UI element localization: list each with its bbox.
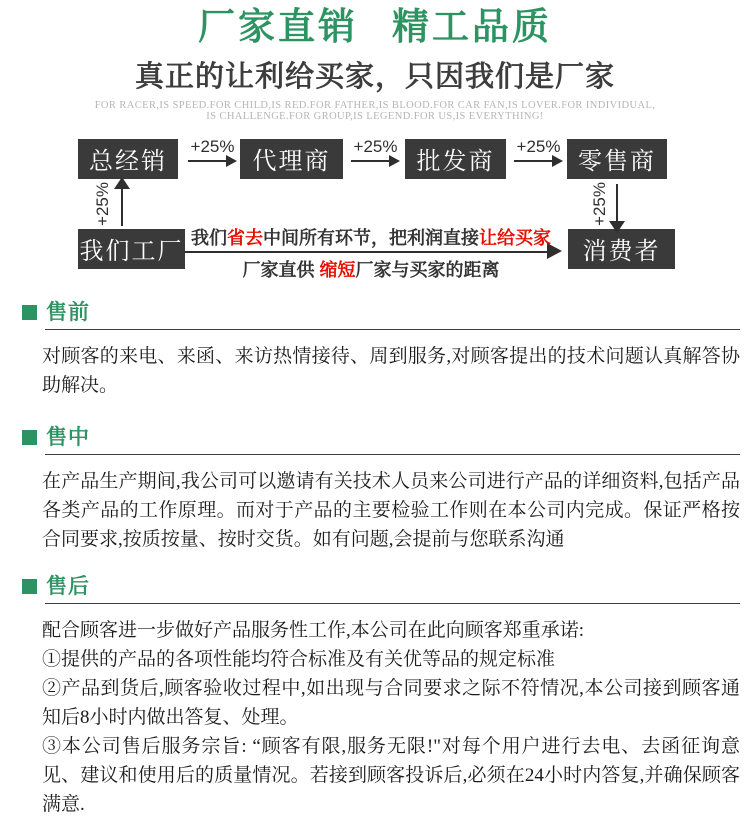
section-body <box>42 467 740 554</box>
node-general-distributor: 总经销 <box>78 139 178 179</box>
arrow-right-icon <box>552 155 563 167</box>
section-bullet-square-icon <box>22 579 37 594</box>
diagram-message-line2 <box>185 256 557 282</box>
page-title-part2: 精工品质 <box>392 6 552 47</box>
section-pre-sale <box>0 296 750 400</box>
section-divider <box>45 454 740 455</box>
paragraph: ②产品到货后,顾客验收过程中,如出现与合同要求之际不符情况,本公司接到顾客通知后8小时内做出答复、处理。 <box>42 677 740 728</box>
section-body <box>42 616 740 819</box>
page-subtitle: 真正的让利给买家，只因我们是厂家 <box>134 60 615 93</box>
arrow-right-icon <box>188 160 226 162</box>
paragraph: 在产品生产期间,我公司可以邀请有关技术人员来公司进行产品的详细资料,包括产品各类产品的工作原理。而对于产品的主要检验工作则在本公司内完成。保证严格按合同要求,按质按量、按时交货。如有问题,会提前与您联系沟通 <box>42 470 740 550</box>
section-header <box>22 296 750 326</box>
paragraph: ①提供的产品的各项性能均符合标准及有关优等品的规定标准 <box>42 648 556 670</box>
section-header <box>22 570 750 600</box>
page-title <box>0 0 750 49</box>
paragraph: 配合顾客进一步做好产品服务性工作,本公司在此向顾客郑重承诺: <box>42 619 585 641</box>
markup-label: +25% <box>353 136 398 156</box>
section-in-sale <box>0 421 750 554</box>
message-text: 厂家与买家的距离 <box>355 259 500 280</box>
node-retailer: 零售商 <box>567 139 667 179</box>
arrow-up-icon <box>121 187 123 226</box>
distribution-flow-diagram <box>0 129 750 289</box>
section-title: 售中 <box>46 425 90 449</box>
diagram-message-line1 <box>185 224 557 250</box>
arrow-up-icon <box>114 177 130 189</box>
message-highlight: 让给买家 <box>479 227 551 248</box>
section-after-sale <box>0 570 750 819</box>
tagline-line1: FOR RACER,IS SPEED.FOR CHILD,IS RED.FOR FATHER,IS BLOOD.FOR CAR FAN,IS LOVER.FOR INDIVIDUAL, <box>94 99 656 111</box>
message-text: 中间所有环节，把利润直接 <box>263 227 479 248</box>
message-text: 我们 <box>191 227 227 248</box>
node-wholesaler: 批发商 <box>405 139 506 179</box>
arrow-right-icon <box>185 251 547 253</box>
arrow-right-icon <box>226 155 237 167</box>
message-text: 厂家直供 <box>242 259 320 280</box>
node-factory: 我们工厂 <box>78 229 185 269</box>
tagline <box>0 100 750 122</box>
message-highlight: 缩短 <box>319 259 356 280</box>
paragraph: 对顾客的来电、来函、来访热情接待、周到服务,对顾客提出的技术问题认真解答协助解决。 <box>42 345 740 396</box>
section-bullet-square-icon <box>22 430 37 445</box>
markup-label: +25% <box>190 136 235 156</box>
tagline-line2: IS CHALLENGE.FOR GROUP,IS LEGEND.FOR US,IS EVERYTHING! <box>206 110 544 122</box>
section-bullet-square-icon <box>22 305 37 320</box>
section-body <box>42 342 740 400</box>
section-divider <box>45 329 740 330</box>
node-consumer: 消费者 <box>568 229 675 269</box>
arrow-right-icon <box>389 155 400 167</box>
arrow-down-icon <box>609 221 625 233</box>
arrow-right-icon <box>514 160 552 162</box>
markup-label-vertical: +25% <box>93 181 112 226</box>
markup-label: +25% <box>516 136 561 156</box>
page-header <box>0 0 750 122</box>
arrow-right-icon <box>351 160 389 162</box>
section-header <box>22 421 750 451</box>
paragraph: ③本公司售后服务宗旨: “顾客有限,服务无限!"对每个用户进行去电、去函征询意见、建议和使用后的质量情况。若接到顾客投诉后,必须在24小时内答复,并确保顾客满意. <box>42 735 740 815</box>
node-agent: 代理商 <box>240 139 343 179</box>
section-divider <box>45 603 740 604</box>
markup-label-vertical: +25% <box>590 181 609 226</box>
message-highlight: 省去 <box>227 227 263 248</box>
arrow-down-icon <box>616 184 618 222</box>
section-title: 售前 <box>46 300 90 324</box>
section-title: 售后 <box>46 574 90 598</box>
page-title-part1: 厂家直销 <box>198 6 358 47</box>
